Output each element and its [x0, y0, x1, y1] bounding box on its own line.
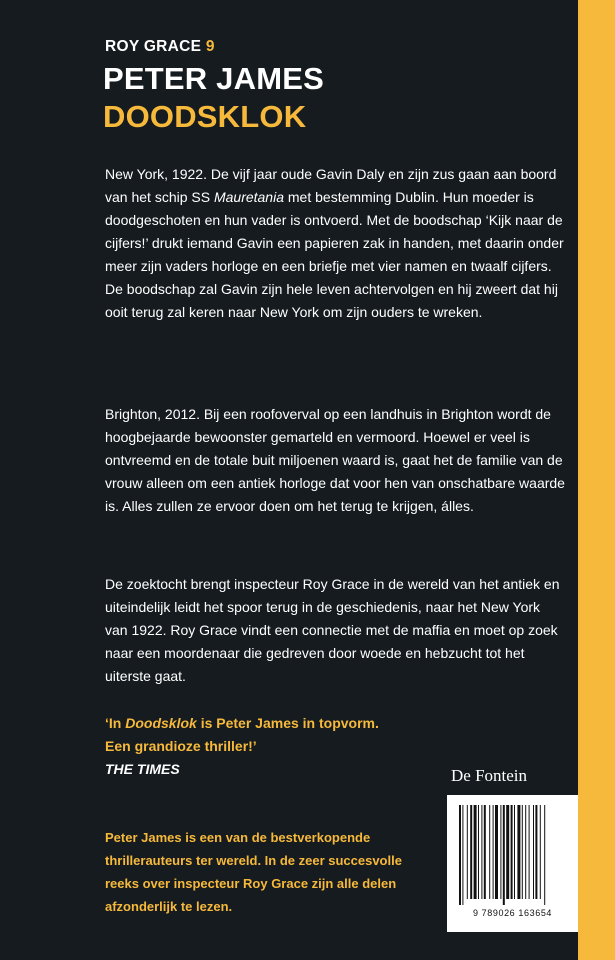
quote-line-1-start: ‘In — [105, 715, 126, 731]
publisher-logo: De Fontein — [451, 766, 528, 785]
quote-line-2: Een grandioze thriller!’ — [105, 738, 257, 754]
series-name: ROY GRACE — [105, 38, 202, 55]
author-bio: Peter James is een van de bestverkopende thrillerauteurs ter wereld. In de zeer succesvolle reeks over inspecteur Roy Grace zijn alle delen afzonderlijk te lezen. — [105, 830, 402, 914]
barcode-bar — [535, 805, 537, 899]
quote-line-1 — [105, 712, 379, 735]
barcode-bar — [525, 805, 526, 899]
series-number: 9 — [205, 38, 215, 55]
barcode-bar — [467, 805, 468, 899]
barcode-bar — [474, 805, 477, 899]
barcode-bar — [500, 805, 501, 899]
blurb-p1-start: New York, 1922. De vijf jaar oude Gavin Daly en zijn zus gaan aan boord van het schip SS — [105, 166, 557, 205]
blurb-paragraph-2: Brighton, 2012. Bij een roofoverval op een landhuis in Brighton wordt de hoogbejaarde bewoonster gemarteld en vermoord. Hoewel er veel is ontvreemd en de totale buit miljoenen waard is, gaat het de familie van de vrouw alleen om een antiek horloge dat voor hen van onschatbare waarde is. Alles zullen ze ervoor doen om het terug te krijgen, álles. — [105, 406, 565, 514]
barcode-bar — [489, 805, 490, 899]
book-title: DOODSKLOK — [103, 99, 307, 134]
quote-book-title: Doodsklok — [125, 715, 197, 731]
barcode-bar — [484, 805, 486, 899]
blurb-paragraph-3: De zoektocht brengt inspecteur Roy Grace in de wereld van het antiek en uiteindelijk leidt het spoor terug in de geschiedenis, naar het New York van 1922. Roy Grace vindt een connectie met de maffia en moet op zoek naar een moordenaar die gedreven door woede en hebzucht tot het uiterste gaat. — [105, 576, 560, 684]
barcode-bar — [522, 805, 523, 899]
blurb-p1-end: met bestemming Dublin. Hun moeder is doodgeschoten en hun vader is ontvoerd. Met de boodschap ‘Kijk naar de cijfers!’ drukt iemand Gavin een papieren zak in handen, met daarin onder meer zijn vaders horloge en een briefje met vier namen en twaalf cijfers. De boodschap zal Gavin zijn hele leven achtervolgen en hij zweert dat hij ooit terug zal keren naar New York om zijn ouders te wreken. — [105, 189, 564, 320]
barcode-bar — [511, 805, 513, 899]
barcode — [447, 795, 578, 932]
barcode-bar — [506, 805, 509, 899]
barcode-bar — [544, 805, 545, 905]
series-label — [105, 38, 215, 56]
barcode-bar — [493, 805, 494, 899]
quote-source: THE TIMES — [105, 761, 180, 777]
barcode-bars — [457, 805, 568, 905]
blurb-paragraph-1 — [105, 163, 565, 324]
barcode-bar — [529, 805, 530, 899]
barcode-bar — [459, 805, 461, 905]
quote-line-1-end: is Peter James in topvorm. — [196, 715, 379, 731]
barcode-bar — [533, 805, 534, 899]
barcode-bar — [478, 805, 479, 899]
author-name: PETER JAMES — [103, 61, 324, 96]
barcode-bar — [503, 805, 505, 905]
barcode-bar — [517, 805, 520, 899]
barcode-bar — [470, 805, 472, 899]
isbn-number: 9 789026 163654 — [472, 908, 553, 918]
barcode-bar — [514, 805, 515, 899]
spine-stripe — [578, 0, 615, 960]
barcode-bar — [540, 805, 541, 899]
barcode-bar — [495, 805, 498, 899]
review-quote — [105, 712, 379, 781]
barcode-bar — [462, 805, 463, 905]
barcode-bar — [481, 805, 482, 899]
ship-name: Mauretania — [213, 189, 284, 205]
